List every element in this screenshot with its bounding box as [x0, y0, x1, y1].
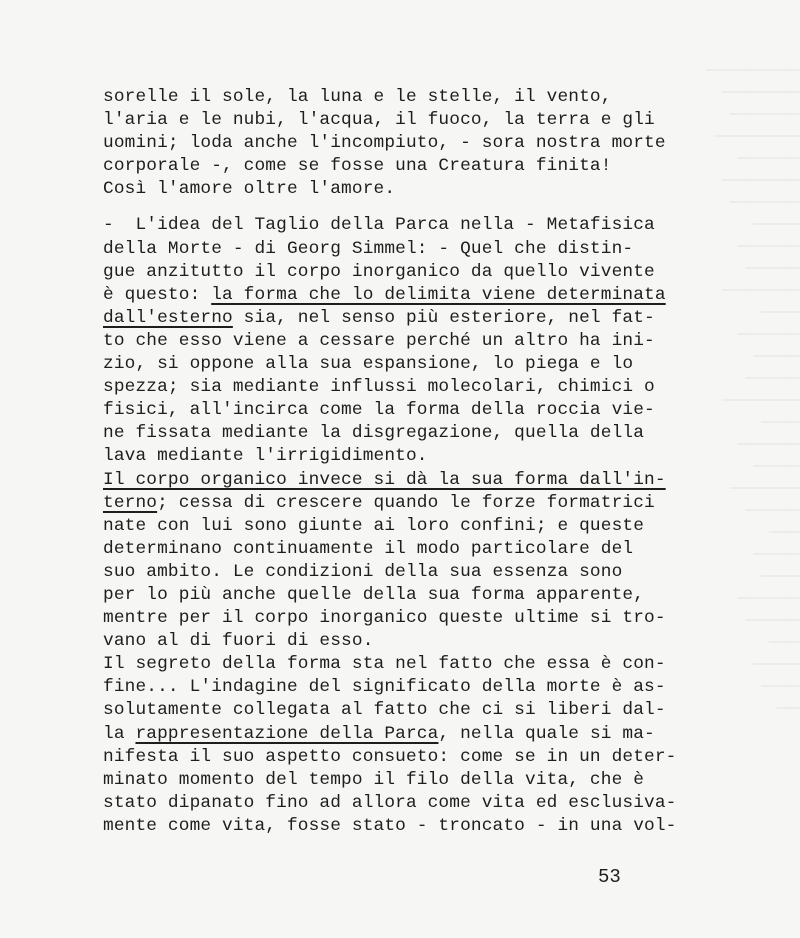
paragraph-1	[103, 86, 703, 201]
underlined-phrase: rappresentazione della Parca	[135, 723, 439, 744]
text-line: - L'idea del Taglio della Parca nella - Metafisica	[103, 215, 655, 236]
text-line: stato dipanato fino ad allora come vita ed esclusiva-	[103, 792, 677, 813]
text-line: mente come vita, fosse stato - troncato - in una vol-	[103, 815, 677, 836]
text-line: solutamente collegata al fatto che ci si liberi dal-	[103, 700, 666, 721]
text-segment: sia, nel senso più esteriore, nel fat-	[232, 307, 655, 328]
text-segment: la	[103, 723, 136, 744]
text-line: minato momento del tempo il filo della vita, che è	[103, 769, 645, 790]
text-line	[103, 307, 703, 330]
text-line	[103, 469, 703, 492]
text-line: fisici, all'incirca come la forma della roccia vie-	[103, 400, 655, 421]
underlined-phrase: Il corpo organico invece si dà la sua forma dall'in-	[103, 469, 666, 490]
paragraph-gap	[103, 201, 703, 214]
text-line: nifesta il suo aspetto consueto: come se in un deter-	[103, 746, 677, 767]
text-line: vano al di fuori di esso.	[103, 631, 374, 652]
body-text	[103, 86, 703, 838]
text-line: gue anzitutto il corpo inorganico da quello vivente	[103, 261, 655, 282]
paragraph-2	[103, 214, 703, 838]
underlined-phrase: dall'esterno	[103, 307, 233, 328]
text-segment: ; cessa di crescere quando le forze formatrici	[157, 492, 655, 513]
text-line: suo ambito. Le condizioni della sua essenza sono	[103, 561, 623, 582]
text-line	[103, 284, 703, 307]
text-line: spezza; sia mediante influssi molecolari, chimici o	[103, 377, 655, 398]
page-number: 53	[598, 866, 621, 888]
text-line: sorelle il sole, la luna e le stelle, il vento,	[103, 87, 612, 107]
text-line: l'aria e le nubi, l'acqua, il fuoco, la terra e gli	[103, 110, 655, 131]
text-line: ne fissata mediante la disgregazione, quella della	[103, 423, 645, 444]
text-line: uomini; loda anche l'incompiuto, - sora nostra morte	[103, 133, 666, 154]
text-line: corporale -, come se fosse una Creatura finita!	[103, 156, 612, 177]
bleed-through-shadow: ──────────── ────────── ───────── ─────────── ──────── ────────── ───────── ────── ──────── ─────── ────────── ───── ──────── ────── ─────── ────────── ───── ──────── ────── ───────── ─────── ──── ────── ───── ──────── ─────── ──── ────── ───── ───	[706, 63, 800, 716]
text-line: della Morte - di Georg Simmel: - Quel che distin-	[103, 238, 634, 259]
text-line	[103, 492, 703, 515]
text-line: fine... L'indagine del significato della morte è as-	[103, 677, 666, 698]
text-line: determinano continuamente il modo particolare del	[103, 538, 634, 559]
text-line: Il segreto della forma sta nel fatto che essa è con-	[103, 654, 666, 675]
text-line: lava mediante l'irrigidimento.	[103, 446, 428, 467]
text-line: per lo più anche quelle della sua forma apparente,	[103, 584, 645, 605]
text-line: to che esso viene a cessare perché un altro ha ini-	[103, 330, 655, 351]
text-segment: , nella quale si ma-	[438, 723, 655, 744]
text-line	[103, 723, 703, 746]
underlined-phrase: la forma che lo delimita viene determinata	[211, 284, 666, 305]
underlined-phrase: terno	[103, 492, 158, 513]
text-line: zio, si oppone alla sua espansione, lo piega e lo	[103, 354, 634, 375]
text-line: Così l'amore oltre l'amore.	[103, 179, 396, 200]
text-line: mentre per il corpo inorganico queste ultime si tro-	[103, 608, 666, 629]
text-line: nate con lui sono giunte ai loro confini; e queste	[103, 515, 645, 536]
text-segment: è questo:	[103, 284, 212, 305]
